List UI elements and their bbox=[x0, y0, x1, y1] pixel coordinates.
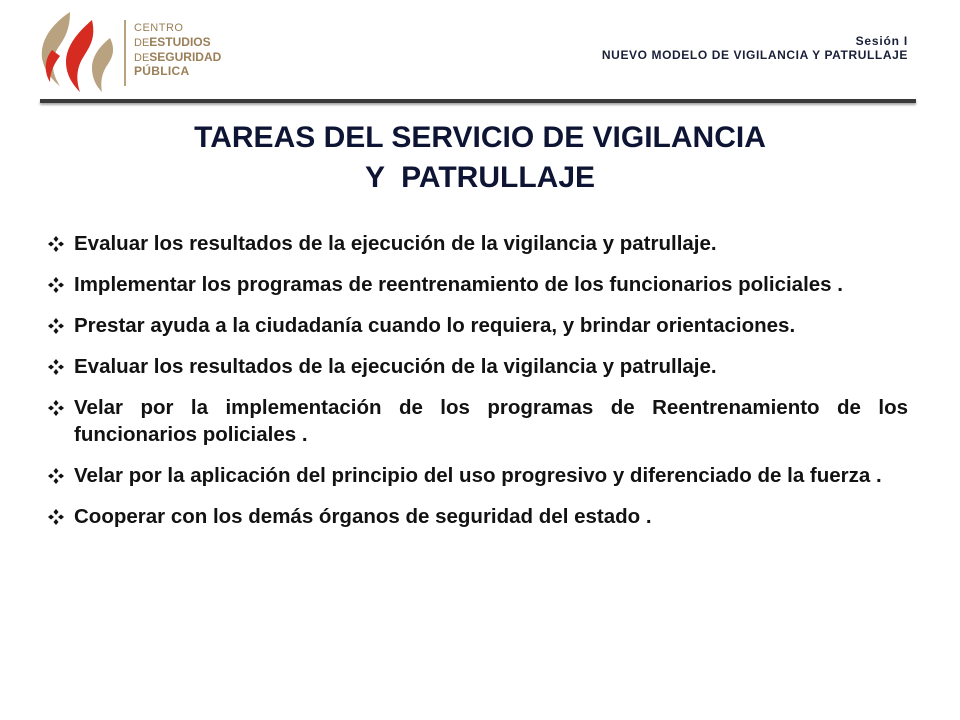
logo-divider bbox=[124, 20, 126, 86]
logo-line-4: PÚBLICA bbox=[134, 64, 190, 78]
four-diamond-bullet-icon bbox=[48, 509, 64, 525]
logo bbox=[30, 10, 220, 96]
four-diamond-bullet-icon bbox=[48, 359, 64, 375]
four-diamond-bullet-icon bbox=[48, 400, 64, 416]
logo-line-2: ESTUDIOS bbox=[149, 35, 211, 49]
four-diamond-bullet-icon bbox=[48, 318, 64, 334]
logo-wordmark bbox=[134, 22, 221, 78]
bullet-text: Velar por la aplicación del principio del uso progresivo y diferenciado de la fuerza . bbox=[74, 464, 882, 487]
bullet-text: Evaluar los resultados de la ejecución de la vigilancia y patrullaje. bbox=[74, 355, 717, 378]
session-header bbox=[602, 34, 908, 62]
bullet-text: Velar por la implementación de los programas de Reentrenamiento de los funcionarios policiales . bbox=[74, 396, 908, 446]
bullet-item bbox=[48, 271, 908, 298]
bullet-item bbox=[48, 312, 908, 339]
four-diamond-bullet-icon bbox=[48, 236, 64, 252]
slide-title bbox=[60, 118, 900, 198]
title-line-1: TAREAS DEL SERVICIO DE VIGILANCIA bbox=[194, 121, 766, 154]
header-rule bbox=[40, 99, 916, 103]
bullet-item bbox=[48, 503, 908, 530]
title-line-2: Y PATRULLAJE bbox=[364, 161, 596, 194]
logo-flame-icon bbox=[30, 10, 120, 96]
session-subtitle: NUEVO MODELO DE VIGILANCIA Y PATRULLAJE bbox=[601, 48, 908, 62]
bullet-text: Evaluar los resultados de la ejecución de la vigilancia y patrullaje. bbox=[74, 232, 717, 255]
four-diamond-bullet-icon bbox=[48, 468, 64, 484]
logo-line-3: SEGURIDAD bbox=[149, 50, 222, 64]
bullet-item bbox=[48, 394, 908, 448]
bullet-text: Prestar ayuda a la ciudadanía cuando lo requiera, y brindar orientaciones. bbox=[74, 314, 796, 337]
bullet-item bbox=[48, 462, 908, 489]
logo-line-3-prefix: DE bbox=[134, 52, 150, 64]
bullet-text: Implementar los programas de reentrenamiento de los funcionarios policiales . bbox=[74, 273, 843, 296]
four-diamond-bullet-icon bbox=[48, 277, 64, 293]
logo-line-2-prefix: DE bbox=[134, 37, 150, 49]
logo-line-1: CENTRO bbox=[134, 22, 184, 34]
session-label: Sesión I bbox=[855, 34, 908, 48]
bullet-item bbox=[48, 230, 908, 257]
bullet-text: Cooperar con los demás órganos de seguridad del estado . bbox=[74, 505, 652, 528]
bullet-list bbox=[48, 230, 908, 544]
bullet-item bbox=[48, 353, 908, 380]
